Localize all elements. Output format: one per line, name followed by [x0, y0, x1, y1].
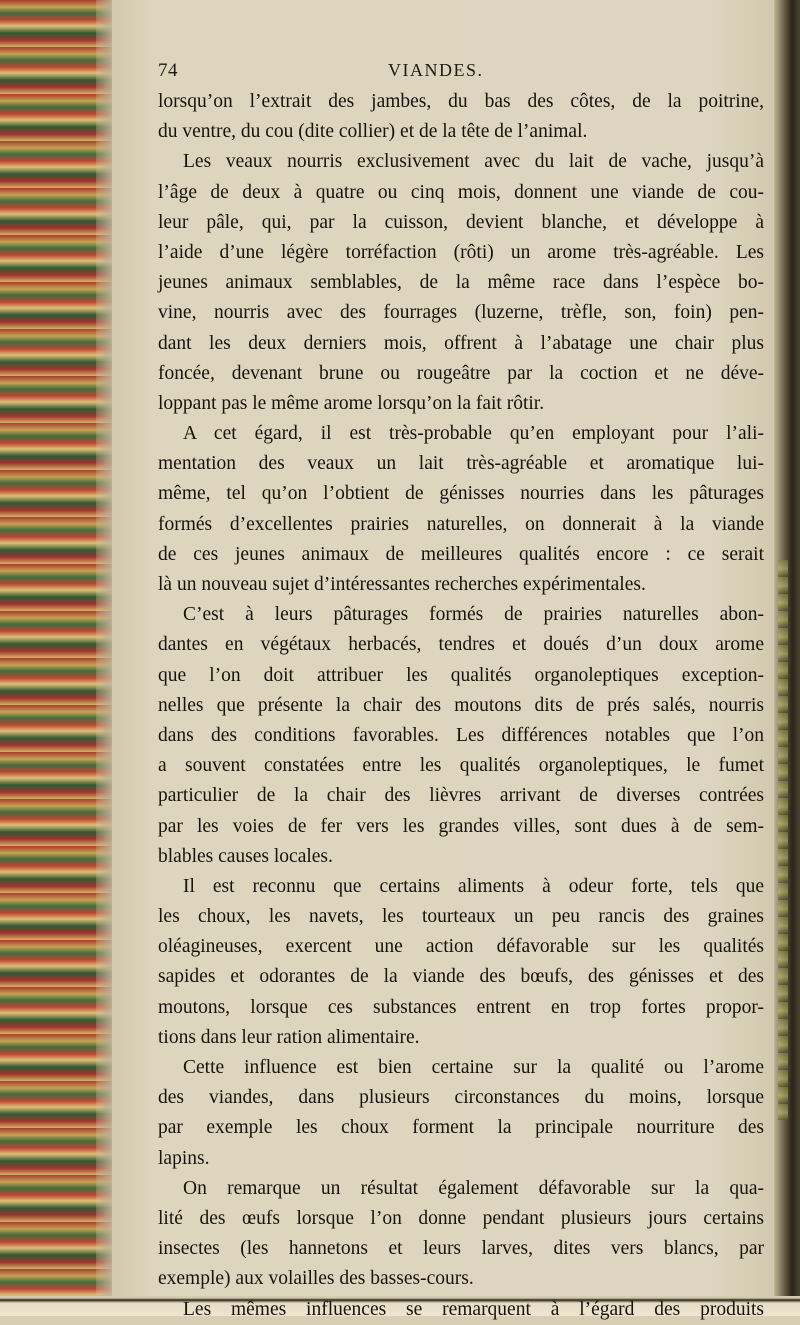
- text-line: insectes (les hannetons et leurs larves, dites vers blancs, par: [158, 1238, 764, 1260]
- text-line: blables causes locales.: [158, 845, 333, 867]
- text-line: par exemple les choux forment la principale nourriture des: [158, 1117, 764, 1139]
- text-line: l’âge de deux à quatre ou cinq mois, donnent une viande de cou-: [158, 181, 764, 203]
- text-line: dant les deux derniers mois, offrent à l’abatage une chair plus: [158, 332, 764, 354]
- text-line: Les veaux nourris exclusivement avec du lait de vache, jusqu’à: [183, 151, 764, 173]
- text-line: lorsqu’on l’extrait des jambes, du bas des côtes, de la poitrine,: [158, 91, 764, 112]
- text-line: a souvent constatées entre les qualités organoleptiques, le fumet: [158, 755, 764, 777]
- text-line: dantes en végétaux herbacés, tendres et doués d’un doux arome: [158, 634, 764, 656]
- book-edge-right: [774, 0, 800, 1316]
- text-line: foncée, devenant brune ou rougeâtre par la coction et ne déve-: [158, 362, 764, 384]
- text-line: là un nouveau sujet d’intéressantes recherches expérimentales.: [158, 574, 646, 595]
- text-line: formés d’excellentes prairies naturelles, on donnerait à la viande: [158, 513, 764, 535]
- text-line: C’est à leurs pâturages formés de prairies naturelles abon-: [183, 604, 764, 626]
- text-line: On remarque un résultat également défavorable sur la qua-: [183, 1177, 764, 1199]
- running-head: VIANDES.: [388, 60, 484, 80]
- text-line: même, tel qu’on l’obtient de génisses nourries dans les pâturages: [158, 483, 764, 505]
- text-line: A cet égard, il est très-probable qu’en employant pour l’ali-: [183, 423, 764, 445]
- text-line: par les voies de fer vers les grandes villes, sont dues à de sem-: [158, 815, 764, 837]
- text-line: exemple) aux volailles des basses-cours.: [158, 1268, 474, 1290]
- text-line: mentation des veaux un lait très-agréable et aromatique lui-: [158, 453, 764, 475]
- body-text: [158, 87, 764, 1325]
- text-line: Les mêmes influences se remarquent à l’égard des produits: [183, 1298, 764, 1320]
- book-edge-left: [0, 0, 118, 1316]
- text-line: oléagineuses, exercent une action défavorable sur les qualités: [158, 936, 764, 958]
- text-line: sapides et odorantes de la viande des bœufs, des génisses et des: [158, 966, 764, 988]
- text-line: lité des œufs lorsque l’on donne pendant plusieurs jours certains: [158, 1207, 764, 1229]
- text-line: l’aide d’une légère torréfaction (rôti) un arome très-agréable. Les: [158, 241, 764, 263]
- text-line: vine, nourris avec des fourrages (luzerne, trèfle, son, foin) pen-: [158, 302, 764, 324]
- text-line: dans des conditions favorables. Les différences notables que l’on: [158, 724, 764, 746]
- text-line: du ventre, du cou (dite collier) et de la tête de l’animal.: [158, 121, 588, 143]
- text-line: tions dans leur ration alimentaire.: [158, 1026, 420, 1048]
- text-line: nelles que présente la chair des moutons dits de prés salés, nourris: [158, 694, 764, 716]
- text-line: leur pâle, qui, par la cuisson, devient blanche, et développe à: [158, 211, 764, 233]
- text-line: lapins.: [158, 1147, 210, 1169]
- text-line: que l’on doit attribuer les qualités organoleptiques exception-: [158, 664, 764, 686]
- text-line: Cette influence est bien certaine sur la qualité ou l’arome: [183, 1057, 764, 1078]
- text-line: loppant pas le même arome lorsqu’on la fait rôtir.: [158, 392, 545, 414]
- page-number: 74: [158, 60, 178, 81]
- text-line: jeunes animaux semblables, de la même race dans l’espèce bo-: [158, 272, 764, 294]
- text-line: de ces jeunes animaux de meilleures qualités encore : ce serait: [158, 543, 764, 565]
- text-line: des viandes, dans plusieurs circonstances du moins, lorsque: [158, 1087, 764, 1109]
- page-header: [158, 60, 768, 86]
- text-line: les choux, les navets, les tourteaux un peu rancis des graines: [158, 906, 764, 928]
- text-line: particulier de la chair des lièvres arrivant de diverses contrées: [158, 785, 764, 807]
- text-line: Il est reconnu que certains aliments à odeur forte, tels que: [183, 875, 764, 897]
- text-line: moutons, lorsque ces substances entrent en trop fortes propor-: [158, 996, 764, 1018]
